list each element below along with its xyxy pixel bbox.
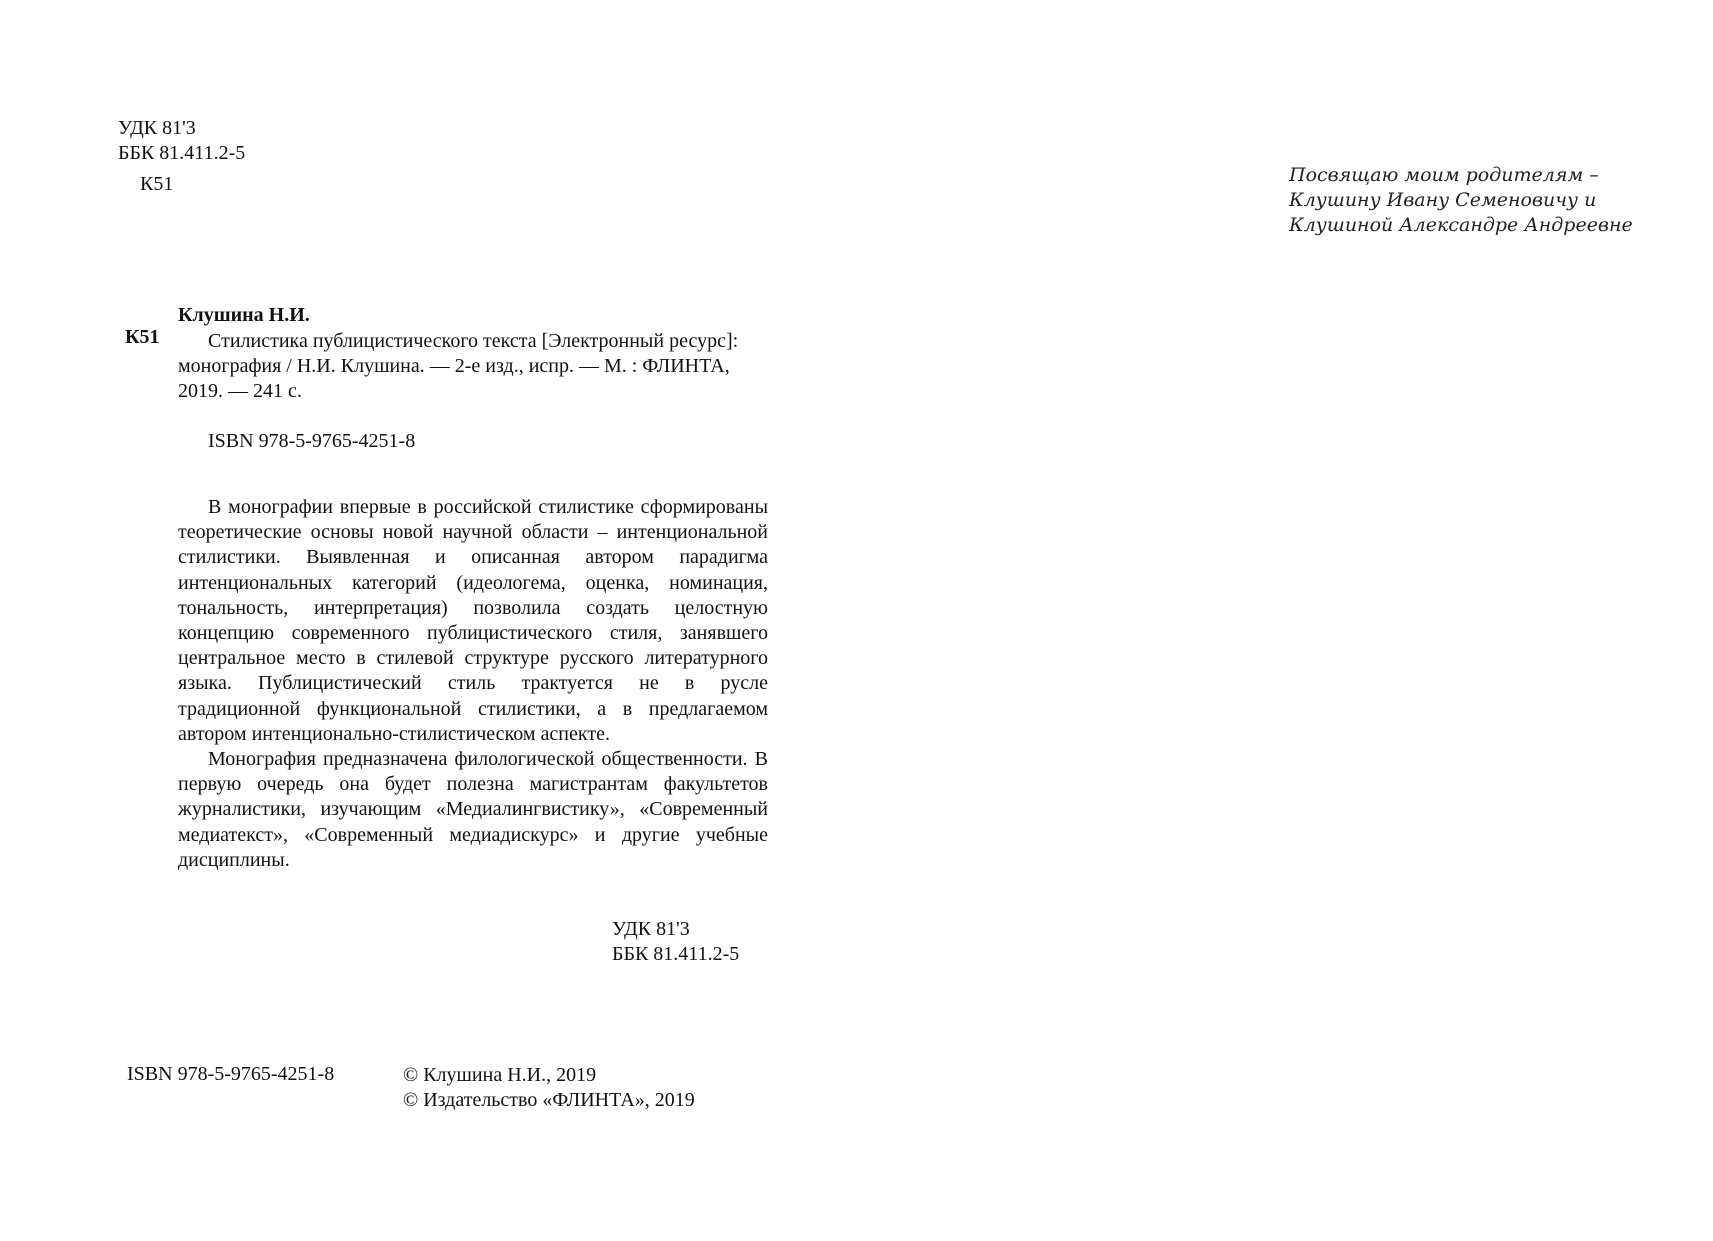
bbk-code: ББК 81.411.2-5 bbox=[118, 142, 246, 164]
abstract bbox=[178, 495, 768, 873]
udk-code-bottom: УДК 81'3 bbox=[612, 918, 690, 940]
author-name: Клушина Н.И. bbox=[178, 304, 310, 326]
bibliographic-description bbox=[178, 329, 768, 404]
abstract-paragraph: В монографии впервые в российской стилистике сформированы теоретические основы новой научной области – интенциональной стилистики. Выявленная и описанная автором парадигма интенциональных категорий (идеологема, оценка, номинация, тональность, интерпретация) позволила создать целостную концепцию современного публицистического стиля, занявшего центральное место в стилевой структуре русского литературного языка. Публицистический стиль трактуется не в русле традиционной функциональной стилистики, а в предлагаемом автором интенционально-стилистическом аспекте. bbox=[178, 496, 768, 745]
udk-code: УДК 81'3 bbox=[118, 117, 196, 139]
author-mark-top: К51 bbox=[140, 173, 174, 195]
classification-block-bottom bbox=[612, 917, 739, 967]
isbn-footer: ISBN 978-5-9765-4251-8 bbox=[127, 1063, 335, 1085]
classification-block-top bbox=[118, 116, 245, 166]
copyright-publisher: © Издательство «ФЛИНТА», 2019 bbox=[403, 1089, 695, 1111]
isbn-record: ISBN 978-5-9765-4251-8 bbox=[208, 430, 416, 452]
abstract-paragraph: Монография предназначена филологической общественности. В первую очередь она будет полезна магистрантам факультетов журналистики, изучающим «Медиалингвистику», «Современный медиатекст», «Современный медиадискурс» и другие учебные дисциплины. bbox=[178, 748, 768, 871]
dedication-line: Клушиной Александре Андреевне bbox=[1289, 214, 1633, 236]
dedication-line: Клушину Ивану Семеновичу и bbox=[1289, 189, 1597, 211]
dedication-line: Посвящаю моим родителям – bbox=[1289, 164, 1599, 186]
copyright-block bbox=[403, 1063, 695, 1113]
bbk-code-bottom: ББК 81.411.2-5 bbox=[612, 943, 740, 965]
bibliographic-text: Стилистика публицистического текста [Электронный ресурс]: монография / Н.И. Клушина. — 2-е изд., испр. — М. : ФЛИНТА, 2019. — 241 с. bbox=[178, 330, 739, 402]
dedication bbox=[1289, 163, 1633, 238]
copyright-author: © Клушина Н.И., 2019 bbox=[403, 1064, 597, 1086]
author-mark-side: К51 bbox=[125, 326, 160, 348]
